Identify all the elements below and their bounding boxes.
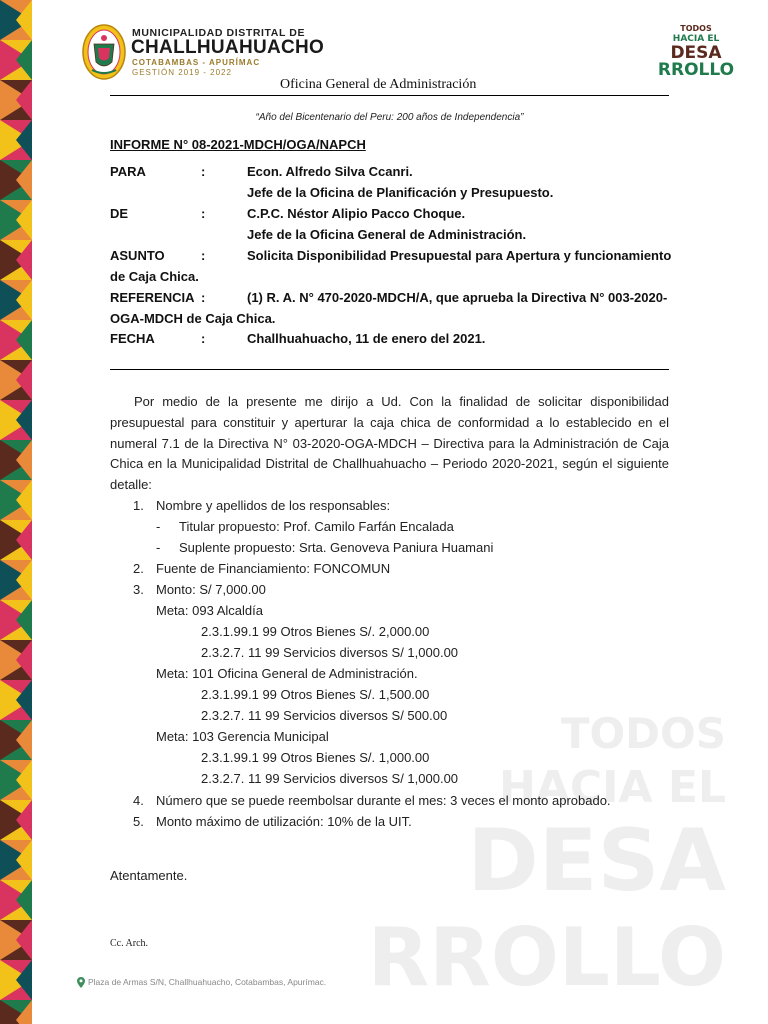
municipality-management-period: GESTIÓN 2019 - 2022 [132,68,232,77]
para-colon: : [201,164,206,179]
referencia-label: REFERENCIA [110,290,195,305]
dev-logo-line-2: HACIA EL [672,34,720,44]
de-label: DE [110,206,129,221]
cc-archive: Cc. Arch. [110,938,149,949]
municipality-name: CHALLHUAHUACHO [131,37,325,58]
meta-alcaldia-bienes: 2.3.1.99.1 99 Otros Bienes S/. 2,000.00 [201,624,430,639]
para-recipient-title: Jefe de la Oficina de Planificación y Presupuesto. [247,185,554,200]
decorative-border-pattern [0,0,32,1024]
meta-oficina-administracion: Meta: 101 Oficina General de Administración. [156,666,418,681]
meta-gerencia-municipal: Meta: 103 Gerencia Municipal [156,729,329,744]
dash-bullet: - [156,519,161,534]
meta-alcaldia: Meta: 093 Alcaldía [156,603,263,618]
referencia-continuation: OGA-MDCH de Caja Chica. [110,311,276,326]
watermark-line-2: HACIA EL [498,762,726,813]
referencia-value: (1) R. A. N° 470-2020-MDCH/A, que aprueba la Directiva N° 003-2020- [247,290,668,305]
titular-propuesto: Titular propuesto: Prof. Camilo Farfán Encalada [179,519,454,534]
asunto-label: ASUNTO [110,248,165,263]
meta-oficina-bienes: 2.3.1.99.1 99 Otros Bienes S/. 1,500.00 [201,687,430,702]
list-item-monto-maximo: Monto máximo de utilización: 10% de la UIT. [156,814,412,829]
watermark-line-3: DESA [467,811,726,911]
municipality-location: COTABAMBAS - APURÍMAC [132,58,261,67]
asunto-subject: Solicita Disponibilidad Presupuestal para Apertura y funcionamiento [247,248,672,263]
dev-logo-line-1: TODOS [680,24,712,33]
body-paragraph: Por medio de la presente me dirijo a Ud. Con la finalidad de solicitar disponibilidad presupuestal para constituir y aperturar la caja chica de conformidad a lo establecido en el numeral 7.1 de la Directiva N° 03-2020-OGA-MDCH – Directiva para la Administración de Caja Chica en la Municipalidad Distrital de Challhuahuacho – Periodo 2020-2021, según el siguiente detalle: [110,394,669,493]
de-sender-title: Jefe de la Oficina General de Administración. [247,227,527,242]
report-number: INFORME N° 08-2021-MDCH/OGA/NAPCH [110,137,366,152]
footer-address: Plaza de Armas S/N, Challhuahuacho, Cotabambas, Apurímac. [88,977,327,987]
list-item-number: 1. [133,498,144,513]
list-item-financiamiento: Fuente de Financiamiento: FONCOMUN [156,561,391,576]
fecha-value: Challhuahuacho, 11 de enero del 2021. [247,331,486,346]
dash-bullet: - [156,540,161,555]
todos-hacia-el-desarrollo-logo [657,22,735,80]
list-item-reembolso: Número que se puede reembolsar durante el mes: 3 veces el monto aprobado. [156,793,611,808]
list-item-responsables: Nombre y apellidos de los responsables: [156,498,391,513]
meta-gerencia-bienes: 2.3.1.99.1 99 Otros Bienes S/. 1,000.00 [201,750,430,765]
location-pin-icon [77,977,85,988]
header-divider [110,95,669,96]
municipal-seal-logo [82,24,126,80]
dev-logo-line-3: DESA [670,43,722,63]
de-colon: : [201,206,206,221]
dev-logo-line-4: RROLLO [657,60,735,80]
asunto-colon: : [201,248,206,263]
para-recipient: Econ. Alfredo Silva Ccanri. [247,164,413,179]
list-item-monto: Monto: S/ 7,000.00 [156,582,266,597]
municipality-prefix: MUNICIPALIDAD DISTRITAL DE [132,27,306,39]
meta-alcaldia-servicios: 2.3.2.7. 11 99 Servicios diversos S/ 1,000.00 [201,645,459,660]
fecha-label: FECHA [110,331,155,346]
fecha-colon: : [201,331,206,346]
list-item-number: 4. [133,793,144,808]
list-item-number: 3. [133,582,144,597]
office-title: Oficina General de Administración [280,77,477,92]
suplente-propuesto: Suplente propuesto: Srta. Genoveva Paniura Huamani [179,540,494,555]
referencia-colon: : [201,290,206,305]
list-item-number: 2. [133,561,144,576]
watermark-line-4: RROLLO [367,911,726,1004]
section-divider [110,369,669,370]
year-motto: “Año del Bicentenario del Peru: 200 años de Independencia” [255,112,524,123]
de-sender: C.P.C. Néstor Alipio Pacco Choque. [247,206,466,221]
para-label: PARA [110,164,146,179]
meta-oficina-servicios: 2.3.2.7. 11 99 Servicios diversos S/ 500.00 [201,708,448,723]
watermark-line-1: TODOS [560,709,726,758]
closing-salutation: Atentamente. [110,868,188,883]
meta-gerencia-servicios: 2.3.2.7. 11 99 Servicios diversos S/ 1,000.00 [201,771,459,786]
asunto-subject-continuation: de Caja Chica. [110,269,199,284]
list-item-number: 5. [133,814,144,829]
